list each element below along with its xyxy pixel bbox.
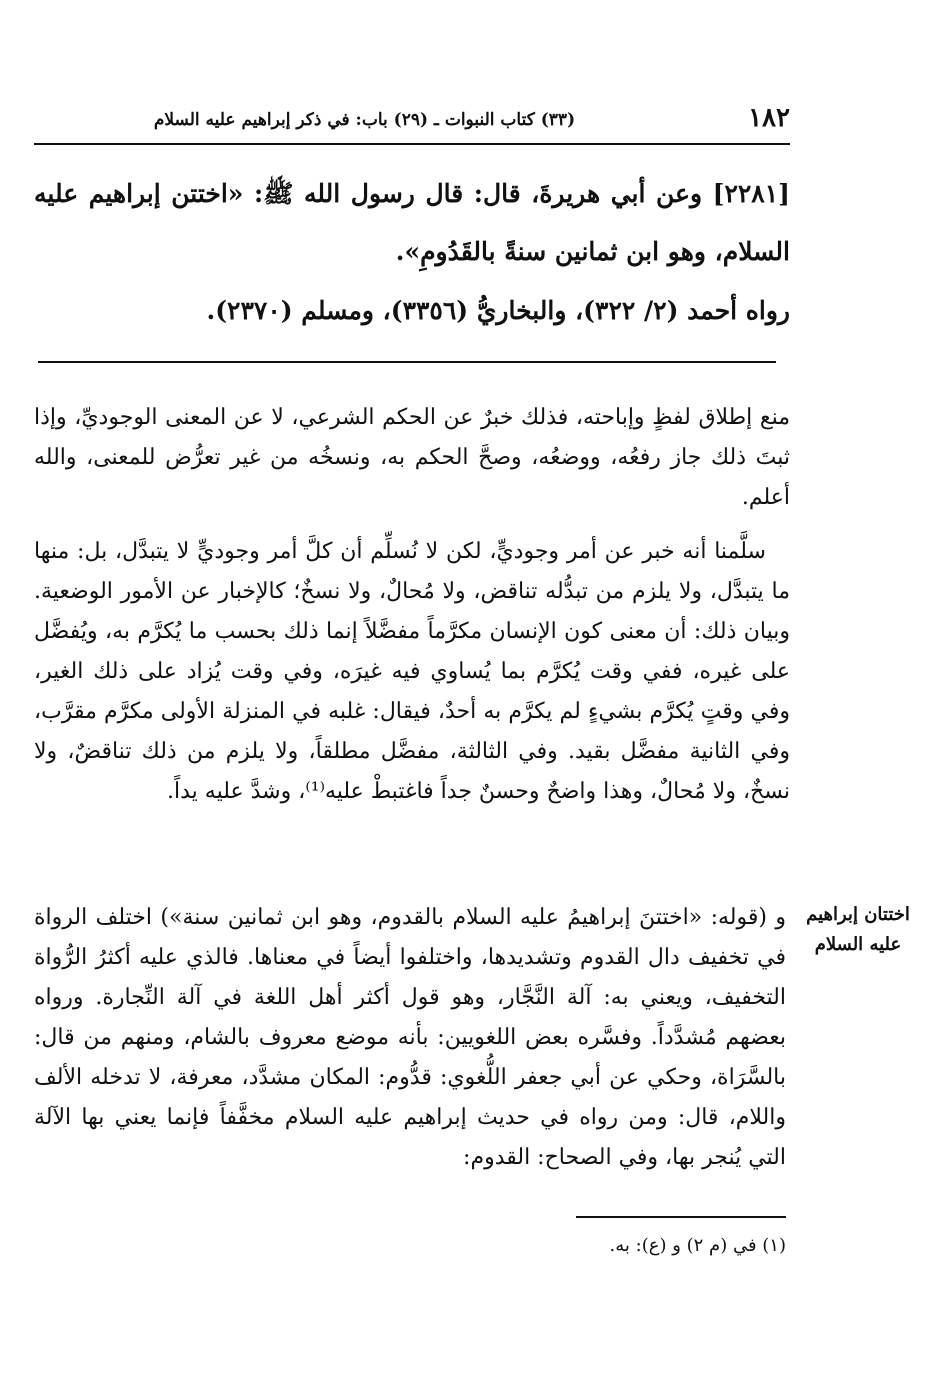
commentary-block xyxy=(34,398,790,826)
hadith-takhrij: رواه أحمد (٢/ ٣٢٢)، والبخاريُّ (٣٣٥٦)، ومسلم (٢٣٧٠). xyxy=(206,296,790,325)
hadith-text: [٢٢٨١] وعن أبي هريرةَ، قال: قال رسول الله ﷺ: «اختتن إبراهيم عليه السلام، وهو ابن ثمانين سنةً بالقَدُومِ». xyxy=(34,179,790,266)
margin-heading: اختتان إبراهيم عليه السلام xyxy=(806,904,910,955)
section-text: و (قوله: «اختتنَ إبراهيمُ عليه السلام بالقدوم، وهو ابن ثمانين سنة») اختلف الرواة في تخفيف دال القدوم وتشديدها، واختلفوا أيضاً في معناها. فالذي عليه أكثرُ الرُّواة التخفيف، ويعني به: آلة النَّجَّار، وهو قول أكثر أهل اللغة في آلة النِّجارة. ورواه بعضهم مُشدَّداً. وفسَّره بعض اللغويين: بأنه موضع معروف بالشام، ومنهم من قال: بالسَّرَاة، وحكي عن أبي جعفر اللُّغوي: قدُّوم: المكان مشدَّد، معرفة، لا تدخله الألف واللام، قال: ومن رواه في حديث إبراهيم عليه السلام مخفَّفاً فإنما يعني بها الآلة التي يُنجر بها، وفي الصحاح: القدوم: xyxy=(34,905,786,1170)
hadith-block xyxy=(34,165,790,340)
footnote-divider xyxy=(576,1216,786,1218)
footnote: (١) في (م ٢) و (ع): به. xyxy=(609,1235,786,1256)
running-title: (٣٣) كتاب النبوات ـ (٢٩) باب: في ذكر إبراهيم عليه السلام xyxy=(153,110,576,130)
page-number: ١٨٢ xyxy=(748,103,790,133)
header-divider xyxy=(34,143,790,145)
commentary-paragraph: سلَّمنا أنه خبر عن أمر وجوديٍّ، لكن لا نُسلِّم أن كلَّ أمر وجوديٍّ لا يتبدَّل، بل: منها ما يتبدَّل، ولا يلزم من تبدُّله تناقض، ولا مُحالٌ، ولا نسخٌ؛ كالإخبار عن الأمور الوضعية. وبيان ذلك: أن معنى كون الإنسان مكرَّماً مفضَّلاً إنما ذلك بحسب ما يُكرَّم به، ويُفضَّل على غيره، ففي وقت يُكرَّم بما يُساوي فيه غيرَه، وفي وقت يُزاد على ذلك الغير، وفي وقتٍ يُكرَّم بشيءٍ لم يكرَّم به أحدٌ، فيقال: غلبه في المنزلة الأولى مكرَّم مقرَّب، وفي الثانية مفضَّل بقيد. وفي الثالثة، مفضَّل مطلقاً، ولا يلزم من ذلك تناقضٌ، ولا نسخٌ، ولا مُحالٌ، وهذا واضحٌ وحسنٌ جداً فاغتبطْ عليه⁽¹⁾، وشدَّ عليه يداً. xyxy=(34,539,790,804)
page-header xyxy=(34,103,790,143)
commentary-paragraph: منع إطلاق لفظٍ وإباحته، فذلك خبرٌ عن الحكم الشرعي، لا عن المعنى الوجوديِّ، وإذا ثبتَ ذلك جاز رفعُه، ووضعُه، وصحَّ الحكم به، ونسخُه من غير تعرُّض للمعنى، والله أعلم. xyxy=(34,405,790,510)
commentary-section xyxy=(34,898,786,1178)
section-divider xyxy=(38,361,776,363)
